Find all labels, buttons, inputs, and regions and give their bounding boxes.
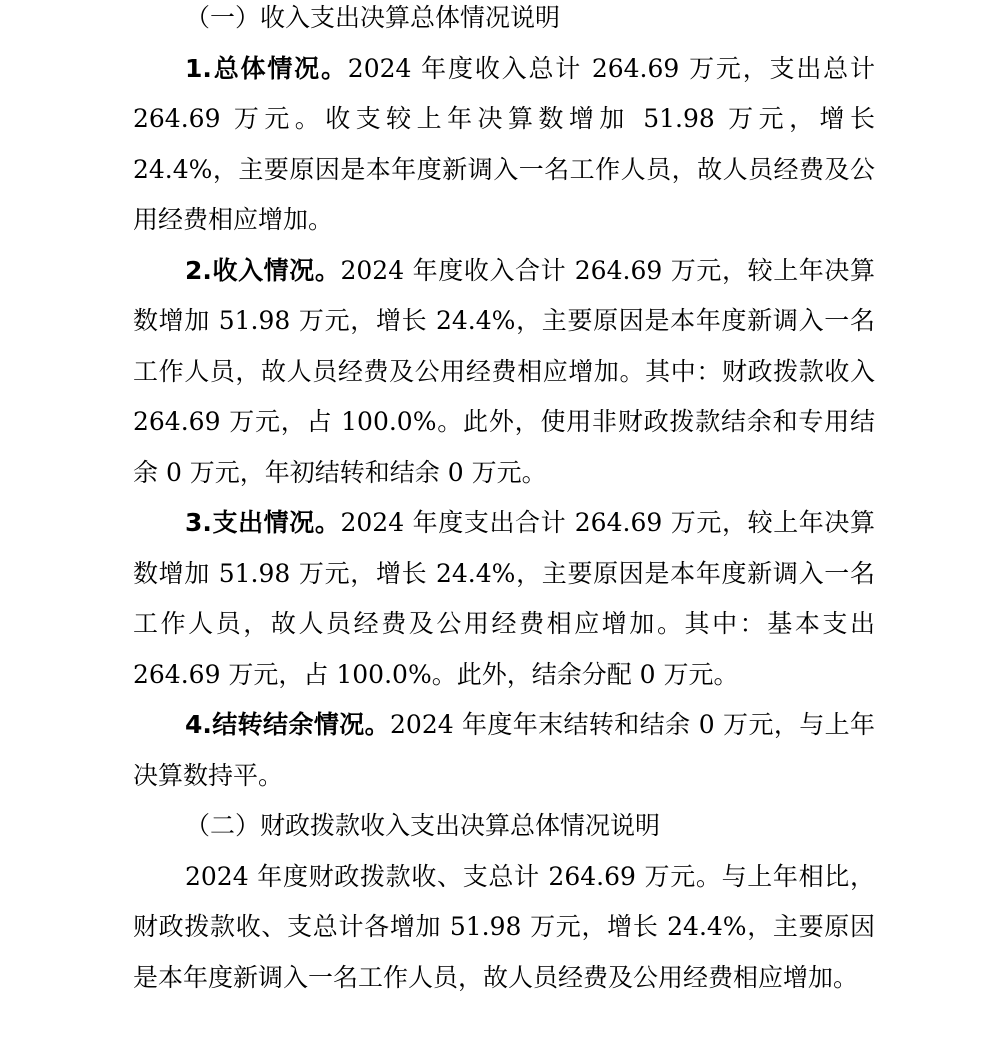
paragraph-text-expenditure: 2024 年度支出合计 264.69 万元，较上年决算数增加 51.98 万元，增长 24.4%，主要原因是本年度新调入一名工作人员，故人员经费及公用经费相应增加。其中：基本支出 264.69 万元，占 100.0%。此外，结余分配 0 万元。 [133,508,875,689]
paragraph-lead-overall: 1.总体情况。 [185,53,348,83]
section-heading-1 [133,0,875,44]
section-heading-2 [133,801,875,852]
section-heading-2-text: （二）财政拨款收入支出决算总体情况说明 [185,811,661,840]
paragraph-text-income: 2024 年度收入合计 264.69 万元，较上年决算数增加 51.98 万元，增长 24.4%，主要原因是本年度新调入一名工作人员，故人员经费及公用经费相应增加。其中：财政拨款收入 264.69 万元，占 100.0%。此外，使用非财政拨款结余和专用结余 0 万元，年初结转和结余 0 万元。 [133,255,875,487]
paragraph-lead-income: 2.收入情况。 [185,255,341,285]
paragraph-carryover [133,700,875,801]
paragraph-overall [133,44,875,246]
section-heading-1-text: （一）收入支出决算总体情况说明 [185,3,561,32]
document-page [133,0,875,1003]
paragraph-lead-carryover: 4.结转结余情况。 [185,710,391,739]
paragraph-expenditure [133,498,875,700]
paragraph-fiscal-appropriation [133,852,875,1004]
paragraph-text-fiscal-appropriation: 2024 年度财政拨款收、支总计 264.69 万元。与上年相比，财政拨款收、支总计各增加 51.98 万元，增长 24.4%，主要原因是本年度新调入一名工作人员，故人员经费及公用经费相应增加。 [133,861,875,992]
paragraph-text-carryover: 2024 年度年末结转和结余 0 万元，与上年决算数持平。 [133,710,875,790]
paragraph-lead-expenditure: 3.支出情况。 [185,508,341,537]
paragraph-text-overall: 2024 年度收入总计 264.69 万元，支出总计 264.69 万元。收支较上年决算数增加 51.98 万元，增长 24.4%，主要原因是本年度新调入一名工作人员，故人员经费及公用经费相应增加。 [133,53,875,234]
paragraph-income [133,246,875,499]
